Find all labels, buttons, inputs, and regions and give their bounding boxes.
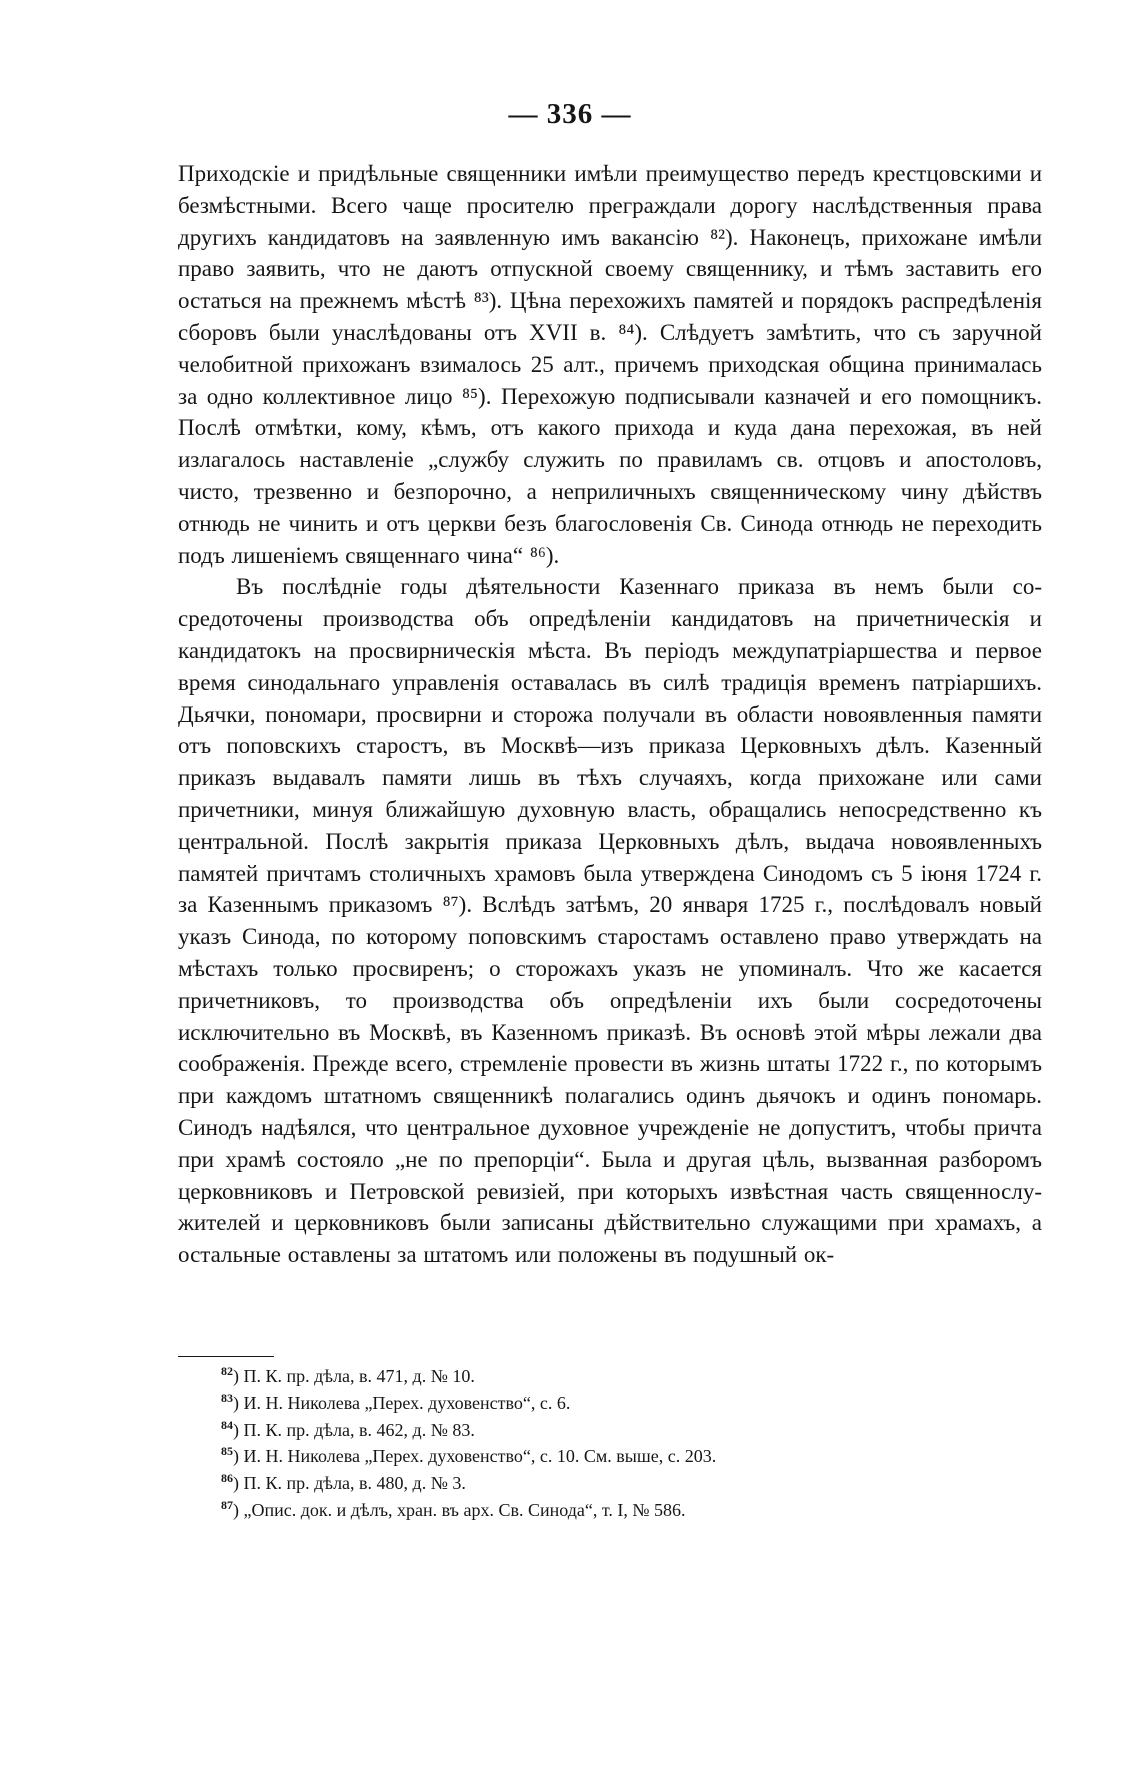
footnote-84 — [221, 1417, 1041, 1444]
footnote-87 — [221, 1497, 1041, 1524]
footnote-text: ) П. К. пр. дѣла, в. 462, д. № 83. — [233, 1419, 475, 1440]
footnote-number: 87 — [221, 1497, 233, 1512]
footnote-separator — [178, 1356, 274, 1357]
footnote-text: ) П. К. пр. дѣла, в. 480, д. № 3. — [233, 1473, 466, 1494]
footnote-83 — [221, 1390, 1041, 1417]
footnote-number: 84 — [221, 1417, 233, 1432]
footnote-86 — [221, 1470, 1041, 1497]
footnote-text: ) П. К. пр. дѣла, в. 471, д. № 10. — [233, 1366, 475, 1386]
footnote-85 — [221, 1443, 1041, 1470]
footnote-text: ) И. Н. Николева „Перех. духовенство“, с. 10. См. выше, с. 203. — [233, 1446, 717, 1467]
footnote-number: 85 — [221, 1444, 233, 1459]
footnote-text: ) И. Н. Николева „Перех. духовенство“, с. 6. — [233, 1392, 571, 1413]
footnote-text: ) „Опис. док. и дѣлъ, хран. въ арх. Св. Синода“, т. I, № 586. — [233, 1499, 686, 1520]
body-text — [178, 158, 1042, 1271]
page-number: — 336 — — [508, 98, 632, 130]
footnote-number: 82 — [221, 1364, 233, 1378]
paragraph-2: Въ послѣдніе годы дѣятельности Казеннаго приказа въ немъ были сосредоточены производства объ опредѣленіи кандидатовъ на причетническія и кандидатокъ на просвирническія мѣста. Въ періодъ междупатріаршества и первое время синодальнаго управленія оставалась въ силѣ традиція временъ патріаршихъ. Дьячки, пономари, просвирни и сторожа получали въ области новоявленныя памяти отъ поповскихъ старостъ, въ Москвѣ—изъ приказа Церковныхъ дѣлъ. Казенный приказъ выдавалъ памяти лишь въ тѣхъ случаяхъ, когда прихожане или сами причетники, минуя ближайшую духовную власть, обращались непосредственно къ центральной. Послѣ закрытія приказа Церковныхъ дѣлъ, выдача новоявленныхъ памятей причтамъ столичныхъ храмовъ была утверждена Синодомъ съ 5 іюня 1724 г. за Казеннымъ приказомъ ⁸⁷). Вслѣдъ затѣмъ, 20 января 1725 г., послѣдовалъ новый указъ Синода, по которому поповскимъ старостамъ оставлено право утверждать на мѣстахъ только просвиренъ; о сторожахъ указъ не упоминалъ. Что же касается причетниковъ, то производства объ опредѣленіи ихъ были сосредоточены исключительно въ Москвѣ, въ Казенномъ приказѣ. Въ основѣ этой мѣры лежали два соображенія. Прежде всего, стремленіе провести въ жизнь штаты 1722 г., по которымъ при каждомъ штатномъ священникѣ полагались одинъ дьячокъ и одинъ пономарь. Синодъ надѣялся, что центральное духовное учрежденіе не допуститъ, чтобы причта при храмѣ состояло „не по препорціи“. Была и другая цѣль, вызванная разборомъ церковниковъ и Петровской ревизіей, при которыхъ извѣстная часть священнослужителей и церковниковъ были записаны дѣйствительно служащими при храмахъ, а остальные оставлены за штатомъ или положены въ подушный ок- — [178, 574, 1042, 1268]
footnote-number: 83 — [221, 1390, 233, 1405]
footnotes-list — [221, 1363, 1041, 1524]
paragraph-1: Приходскіе и придѣльные священники имѣли преимущество передъ крестцовскими и безмѣстными. Всего чаще просителю преграждали дорогу наслѣдственныя права другихъ кандидатовъ на заявленную имъ вакансію ⁸²). Наконецъ, прихожане имѣли право заявить, что не даютъ отпускной своему священнику, и тѣмъ заставить его остаться на прежнемъ мѣстѣ ⁸³). Цѣна перехожихъ памятей и порядокъ распредѣленія сборовъ были унаслѣдованы отъ XVII в. ⁸⁴). Слѣдуетъ замѣтить, что съ заручной челобитной прихожанъ взималось 25 алт., причемъ приходская община принималась за одно коллективное лицо ⁸⁵). Перехожую подписывали казначей и его помощникъ. Послѣ отмѣтки, кому, кѣмъ, отъ какого прихода и куда дана перехожая, въ ней излагалось наставленіе „службу служить по правиламъ св. отцовъ и апостоловъ, чисто, трезвенно и безпорочно, а неприличныхъ священническому чину дѣйствъ отнюдь не чинить и отъ церкви безъ благословенія Св. Синода отнюдь не переходить подъ лишеніемъ священнаго чина“ ⁸⁶). — [178, 161, 1042, 568]
footnote-number: 86 — [221, 1471, 233, 1486]
footnote-82 — [221, 1363, 1041, 1390]
